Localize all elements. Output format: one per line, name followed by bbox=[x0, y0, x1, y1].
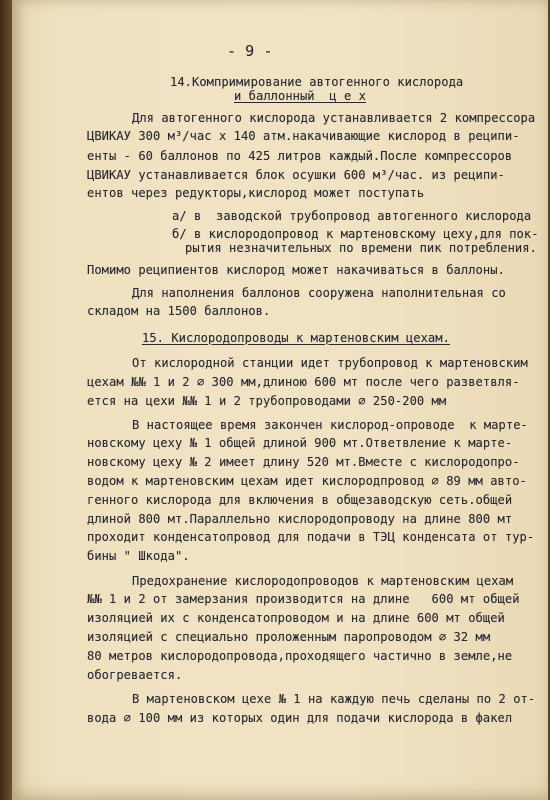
paragraph-line: водом к мартеновским цехам идет кислородпровод ∅ 89 мм авто- bbox=[87, 474, 527, 488]
paragraph-line: складом на 1500 баллонов. bbox=[87, 304, 271, 318]
paragraph-line: Предохранение кислородопроводов к мартеновским цехам bbox=[132, 574, 514, 588]
paragraph-line: В настоящее время закончен кислород-опроводе к марте- bbox=[132, 418, 528, 432]
paragraph-line: вода ∅ 100 мм из которых один для подачи кислорода в факел bbox=[87, 711, 513, 725]
paragraph-line: ЦВИКАУ 300 м³/час х 140 атм.накачивающие кислород в реципи- bbox=[87, 129, 520, 143]
paragraph-line: новскому цеху № 2 имеет длину 520 мт.Вместе с кислородопро- bbox=[87, 455, 520, 469]
paragraph-line: ЦВИКАУ устанавливается блок осушки 600 м³/час. из реципи- bbox=[87, 168, 505, 182]
list-item-a: а/ в заводской трубопровод автогенного кислорода bbox=[172, 209, 532, 223]
paragraph-line: новскому цеху № 1 общей длиной 900 мт.Ответвление к марте- bbox=[87, 436, 513, 450]
list-item-b-cont: рытия незначительных по времени пик потребления. bbox=[185, 241, 537, 255]
paragraph-line: От кислородной станции идет трубопровод к мартеновским bbox=[132, 356, 528, 370]
page-number: - 9 - bbox=[227, 42, 273, 60]
paragraph-line: ентов через редукторы,кислород может поступать bbox=[87, 186, 425, 200]
paragraph-line: обогревается. bbox=[87, 668, 183, 682]
paragraph-line: Для наполнения баллонов сооружена наполнительная со bbox=[132, 286, 506, 300]
list-item-b: б/ в кислородопровод к мартеновскому цеху,для пок- bbox=[172, 227, 539, 241]
paragraph-line: 80 метров кислородопровода,проходящего частично в земле,не bbox=[87, 649, 513, 663]
section15-title: 15. Кислородопроводы к мартеновским цехам. bbox=[142, 331, 450, 345]
paragraph-line: длиной 800 мт.Параллельно кислородопроводу на длине 800 мт bbox=[87, 512, 513, 526]
paragraph-line: Для автогенного кислорода устанавливается 2 компрессора bbox=[132, 111, 536, 125]
paragraph-line: изоляцией их с конденсатопроводом и на длине 600 мт общей bbox=[87, 611, 505, 625]
paragraph-line: Помимо реципиентов кислород может накачиваться в баллоны. bbox=[87, 263, 505, 277]
section14-title-line2: и баллонный ц е х bbox=[234, 89, 366, 103]
paragraph-line: цехам №№ 1 и 2 ∅ 300 мм,длиною 600 мт после чего разветвля- bbox=[87, 375, 520, 389]
paragraph-line: изоляцией с специально проложенным паропроводом ∅ 32 мм bbox=[87, 630, 491, 644]
paragraph-line: проходит конденсатопровод для подачи в ТЭЦ конденсата от тур- bbox=[87, 530, 535, 544]
paragraph-line: генного кислорода для включения в общезаводскую сеть.общей bbox=[87, 493, 513, 507]
binding-edge bbox=[0, 0, 12, 800]
document-page bbox=[12, 0, 548, 800]
paragraph-line: бины " Шкода". bbox=[87, 549, 190, 563]
paragraph-line: енты - 60 баллонов по 425 литров каждый.После компрессоров bbox=[87, 149, 513, 163]
paragraph-line: №№ 1 и 2 от замерзания производится на длине 600 мт общей bbox=[87, 592, 520, 606]
paragraph-line: В мартеновском цехе № 1 на каждую печь сделаны по 2 от- bbox=[132, 692, 536, 706]
paragraph-line: ется на цехи №№ 1 и 2 трубопроводами ∅ 250-200 мм bbox=[87, 394, 447, 408]
section14-title-line1: 14.Компримирование автогенного кислорода bbox=[170, 75, 464, 89]
